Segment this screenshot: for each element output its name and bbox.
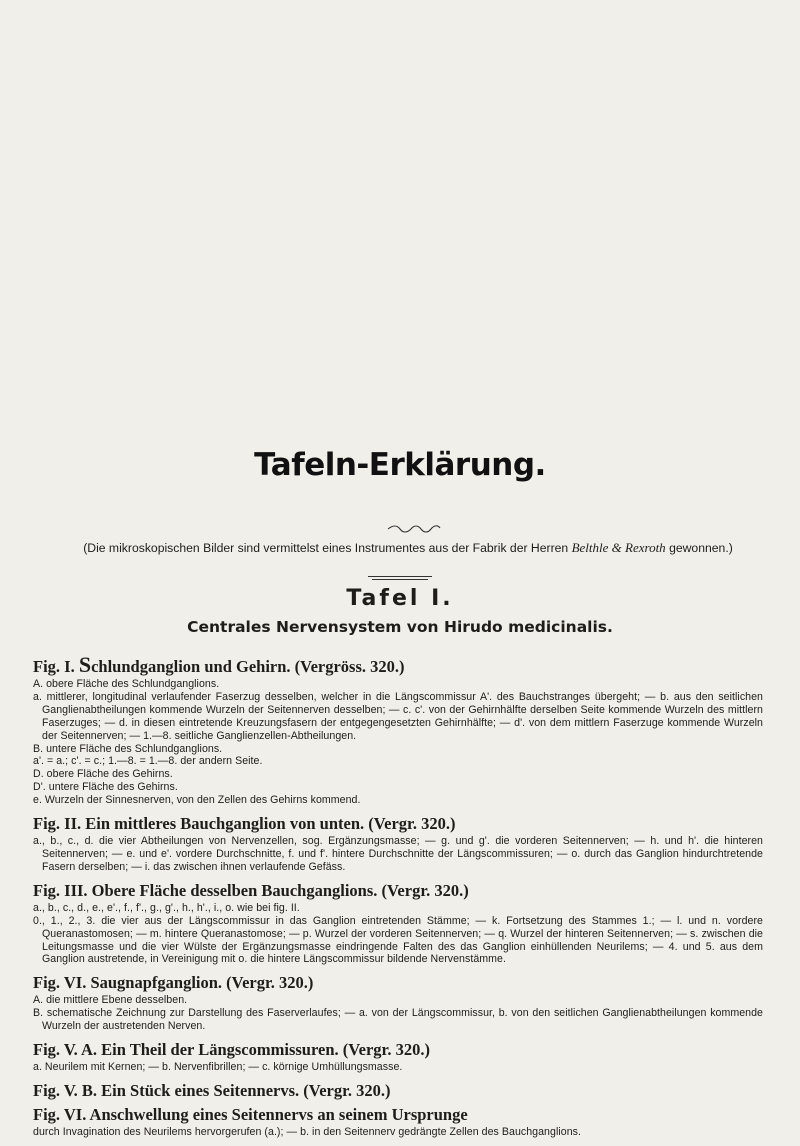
- ornament-flourish-icon: [387, 524, 441, 534]
- figure-heading: [33, 652, 763, 677]
- figure-description: [33, 902, 763, 967]
- note-manufacturer: Belthle & Rexroth: [571, 540, 666, 555]
- figure-title: chlundganglion und Gehirn. (Vergröss. 320.): [91, 657, 405, 676]
- figure-description: [33, 1061, 763, 1074]
- figure-heading: Fig. V. B. Ein Stück eines Seitennervs. (Vergr. 320.): [33, 1080, 391, 1100]
- figure-heading: Fig. III. Obere Fläche desselben Bauchganglions. (Vergr. 320.): [33, 880, 469, 900]
- description-line: D. obere Fläche des Gehirns.: [33, 768, 173, 781]
- note-text-post: gewonnen.): [669, 541, 733, 555]
- description-line: a. Neurilem mit Kernen; — b. Nervenfibrillen; — c. körnige Umhüllungsmasse.: [33, 1061, 403, 1074]
- description-line: B. untere Fläche des Schlundganglions.: [33, 742, 223, 755]
- description-line: a., b., c., d., e., e'., f., f'., g., g'., h., h'., i., o. wie bei fig. II.: [33, 901, 300, 914]
- figure-section: [33, 652, 763, 807]
- description-line: 0., 1., 2., 3. die vier aus der Längscommissur in das Ganglion eintretenden Stämme; — k. Fortsetzung des Stammes 1.; — l. und n. vordere Queranastomosen; — m. hintere Queranastomose; — p. Wurzel der vorderen Seitennerven; — q. Wurzel der hinteren Seitennerven; — s. zwischen die Leitungsmasse und die vier Wülste der Ergänzungsmasse eindringende Falten des das Ganglion einhüllenden Neurilems; — 4. und 5. aus dem Ganglion austretende, in Vereinigung mit o. die hintere Längscommissur bildende Nervenstämme.: [33, 914, 763, 966]
- description-line: D'. untere Fläche des Gehirns.: [33, 781, 178, 794]
- double-rule-divider: [368, 575, 432, 581]
- description-line: a'. = a.; c'. = c.; 1.—8. = 1.—8. der andern Seite.: [33, 755, 263, 768]
- figure-description: [33, 835, 763, 874]
- description-line: a. mittlerer, longitudinal verlaufender Faserzug desselben, welcher in die Längscommissur A'. des Bauchstranges übergeht; — b. aus den seitlichen Ganglienabtheilungen kommende Wurzeln der Seitennerven desselben; — c. c'. von der Gehirnhälfte derselben Seite kommende Wurzeln des mittlern Faserzuges; — d. in diesen eintretende Kreuzungsfasern der entgegengesetzten Gehirnhälfte; — d'. von dem mittlern Faserzuge kommende Wurzeln der Seitennerven; — 1.—8. seitliche Ganglienzellen-Abtheilungen.: [33, 690, 763, 742]
- note-text-pre: (Die mikroskopischen Bilder sind vermittelst eines Instrumentes aus der Fabrik der Herren: [83, 541, 569, 555]
- page-title: Tafeln-Erklärung.: [254, 447, 546, 483]
- description-line: B. schematische Zeichnung zur Darstellung des Faserverlaufes; — a. von der Längscommissur, b. von den seitlichen Ganglienabtheilungen kommende Wurzeln der austretenden Nerven.: [33, 1007, 763, 1033]
- figure-heading: Fig. II. Ein mittleres Bauchganglion von unten. (Vergr. 320.): [33, 814, 456, 834]
- figure-number: Fig. I.: [33, 657, 75, 676]
- drop-initial: S: [78, 652, 92, 677]
- figure-section: [33, 973, 763, 1033]
- plate-subtitle: Centrales Nervensystem von Hirudo medicinalis.: [187, 618, 613, 636]
- figure-heading: Fig. VI. Saugnapfganglion. (Vergr. 320.): [33, 973, 314, 993]
- figure-section: [33, 1081, 763, 1101]
- description-line: A. obere Fläche des Schlundganglions.: [33, 678, 220, 690]
- figure-section: [33, 814, 763, 874]
- instrument-note: [36, 540, 780, 556]
- figure-section: [33, 881, 763, 967]
- figure-section: [33, 1105, 763, 1139]
- description-line: durch Invagination des Neurilems hervorgerufen (a.); — b. in den Seitennerv gedrängte Zellen des Bauchganglions.: [33, 1125, 581, 1138]
- figure-description: [33, 994, 763, 1033]
- figure-heading: Fig. V. A. Ein Theil der Längscommissuren. (Vergr. 320.): [33, 1040, 430, 1060]
- figure-description: [33, 678, 763, 807]
- figure-heading: Fig. VI. Anschwellung eines Seitennervs an seinem Ursprunge: [33, 1104, 468, 1124]
- description-line: A. die mittlere Ebene desselben.: [33, 994, 188, 1007]
- description-line: e. Wurzeln der Sinnesnerven, von den Zellen des Gehirns kommend.: [33, 794, 361, 807]
- figure-description: [33, 1126, 763, 1139]
- description-line: a., b., c., d. die vier Abtheilungen von Nervenzellen, sog. Ergänzungsmasse; — g. und g'. die vorderen Seitennerven; — h. und h'. die hinteren Seitennerven; — e. und e'. vordere Durchschnitte, f. und f'. hintere Durchschnitte der Längscommissuren; — o. durch das Ganglion hindurchtretende Fasern derselben; — i. das zwischen ihnen verlaufende Gefäss.: [33, 835, 763, 873]
- figure-section: [33, 1040, 763, 1074]
- figure-explanations: [33, 652, 763, 1146]
- plate-title: Tafel I.: [346, 586, 454, 611]
